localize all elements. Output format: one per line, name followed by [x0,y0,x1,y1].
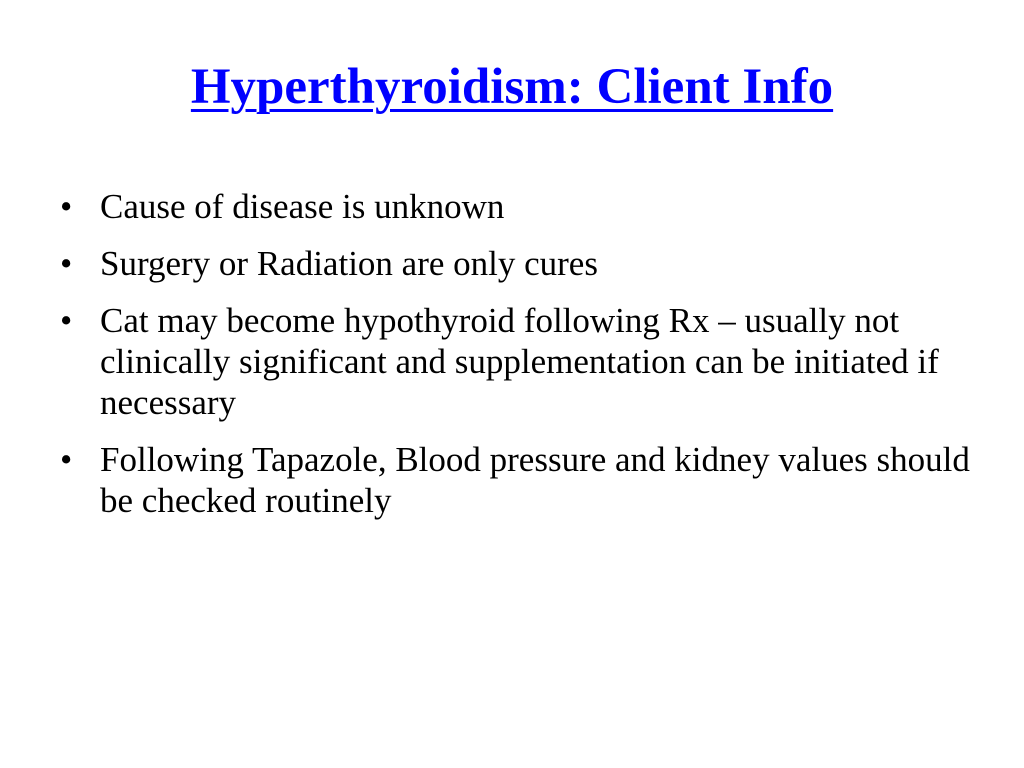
bullet-item [60,439,980,521]
bullet-text: Following Tapazole, Blood pressure and kidney values should be checked routinely [100,440,970,520]
bullet-list [60,186,980,537]
bullet-text: Cause of disease is unknown [100,187,505,226]
bullet-icon: • [60,440,73,479]
bullet-item [60,300,980,423]
bullet-text: Cat may become hypothyroid following Rx – usually not clinically significant and supplementation can be initiated if necessary [100,301,939,422]
bullet-item [60,243,980,284]
bullet-item [60,186,980,227]
bullet-icon: • [60,187,73,226]
bullet-icon: • [60,301,73,340]
bullet-text: Surgery or Radiation are only cures [100,244,598,283]
bullet-icon: • [60,244,73,283]
slide-title: Hyperthyroidism: Client Info [190,59,834,115]
